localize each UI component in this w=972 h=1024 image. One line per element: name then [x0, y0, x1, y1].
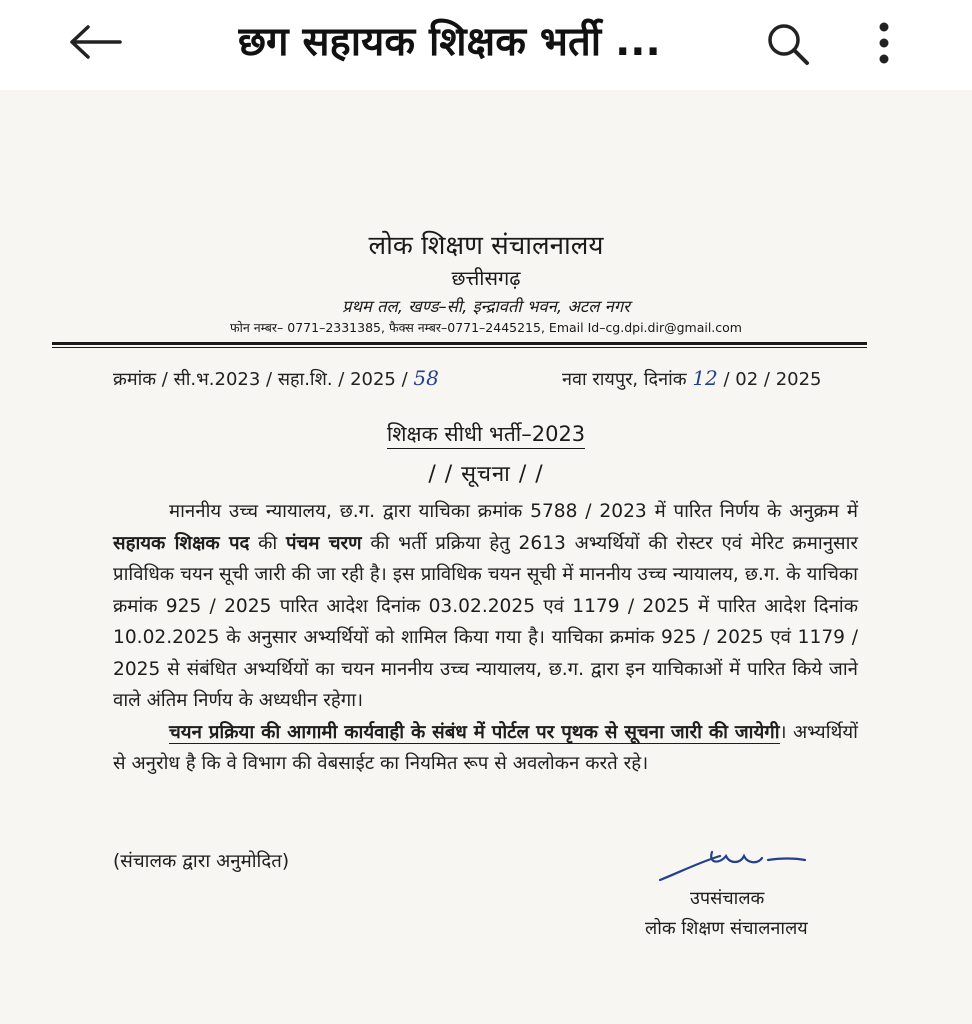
body-bold-underlined: चयन प्रक्रिया की आगामी कार्यवाही के संबंध में पोर्टल पर पृथक से सूचना जारी की जायेगी [169, 721, 780, 743]
signature-scribble [650, 842, 810, 890]
subject-text: शिक्षक सीधी भर्ती–2023 [387, 422, 585, 449]
body-bold-post: सहायक शिक्षक पद [113, 532, 250, 554]
notice-heading: / / सूचना / / [428, 462, 544, 487]
letterhead-state: छत्तीसगढ़ [451, 266, 521, 290]
notice-body [113, 496, 858, 780]
reference-prefix: क्रमांक / सी.भ.2023 / सहा.शि. / 2025 / [113, 369, 408, 390]
letterhead-office: लोक शिक्षण संचालनालय [368, 231, 604, 261]
more-options-button[interactable] [864, 14, 904, 72]
date-suffix: / 02 / 2025 [723, 369, 822, 390]
signatory-office: लोक शिक्षण संचालनालय [645, 918, 808, 939]
reference-number [113, 366, 439, 391]
place-date [562, 366, 822, 391]
place-date-prefix: नवा रायपुर, दिनांक [562, 369, 687, 390]
app-bar [0, 0, 972, 90]
document-image [0, 90, 972, 1024]
body-paragraph-2 [113, 717, 858, 780]
search-icon [764, 20, 812, 68]
letterhead-rule [52, 342, 867, 345]
subject-line [0, 420, 972, 448]
letterhead-rule-thin [52, 347, 867, 348]
more-vertical-icon [878, 21, 890, 65]
search-button[interactable] [760, 18, 816, 70]
reference-handwritten-number: 58 [413, 366, 439, 390]
signatory-designation: उपसंचालक [690, 888, 765, 909]
back-button[interactable] [64, 16, 128, 68]
body-text-segment: की भर्ती प्रक्रिया हेतु 2613 अभ्यर्थियों की रोस्टर एवं मेरिट क्रमानुसार प्राविधिक चयन सूची जारी की जा रही है। इस प्राविधिक चयन सूची में माननीय उच्च न्यायालय, छ.ग. के याचिका क्रमांक 925 / 2025 पारित आदेश दिनांक 03.02.2025 एवं 1179 / 2025 में पारित आदेश दिनांक 10.02.2025 के अनुसार अभ्यर्थियों को शामिल किया गया है। याचिका क्रमांक 925 / 2025 एवं 1179 / 2025 से संबंधित अभ्यर्थियों का चयन माननीय उच्च न्यायालय, छ.ग. द्वारा इन याचिकाओं में पारित किये जाने वाले अंतिम निर्णय के अध्यधीन रहेगा। [113, 532, 858, 711]
approval-note: (संचालक द्वारा अनुमोदित) [113, 851, 290, 872]
body-text-segment: । अभ्यर्थियों से अनुरोध है कि वे विभाग की वेबसाईट का नियमित रूप से अवलोकन करते रहे। [113, 721, 858, 774]
notice-document [0, 90, 972, 1024]
letterhead-contact: फोन नम्बर– 0771–2331385, फैक्स नम्बर–0771–2445215, Email Id–cg.dpi.dir@gmail.com [230, 320, 742, 335]
body-paragraph-1 [113, 496, 858, 717]
letterhead-address: प्रथम तल, खण्ड–सी, इन्द्रावती भवन, अटल नगर [342, 297, 630, 316]
body-bold-phase: पंचम चरण [285, 532, 362, 554]
document-title: छग सहायक शिक्षक भर्ती ... [238, 19, 661, 65]
body-text-segment: माननीय उच्च न्यायालय, छ.ग. द्वारा याचिका क्रमांक 5788 / 2023 में पारित निर्णय के अनुक्रम में [169, 501, 858, 522]
body-text-segment: की [249, 532, 286, 554]
date-handwritten-day: 12 [692, 366, 718, 390]
arrow-left-icon [68, 24, 124, 60]
